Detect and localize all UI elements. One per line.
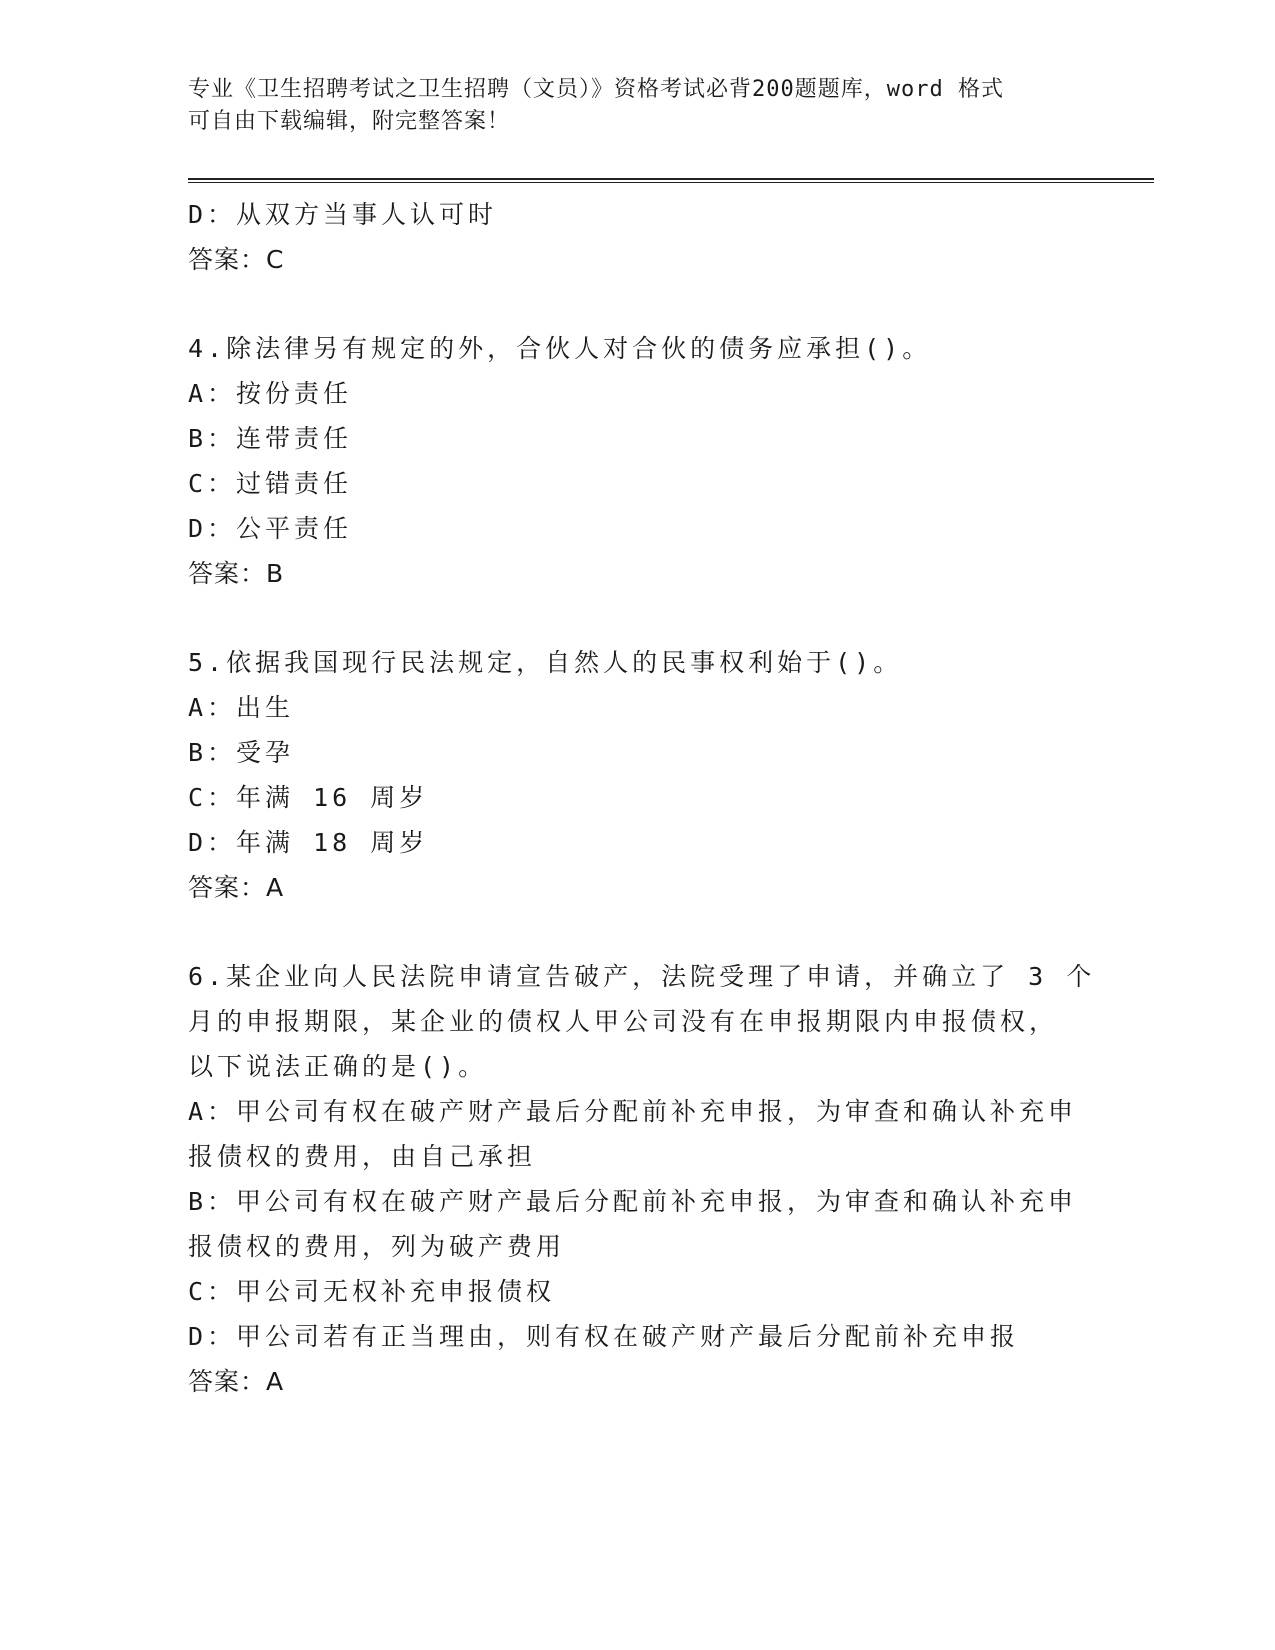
option-a: A：出生: [188, 693, 295, 722]
option-b: B：受孕: [188, 738, 295, 767]
option-d: D：甲公司若有正当理由，则有权在破产财产最后分配前补充申报: [188, 1322, 1020, 1351]
option-d: D：从双方当事人认可时: [188, 200, 498, 229]
spacer: [188, 597, 1088, 640]
option-d: D：年满 18 周岁: [188, 828, 429, 857]
option-c: C：年满 16 周岁: [188, 783, 429, 812]
header-divider: [188, 178, 1154, 183]
question-stem-line-2: 月的申报期限，某企业的债权人甲公司没有在申报期限内申报债权，: [188, 1007, 1059, 1036]
option-a: A：按份责任: [188, 379, 353, 408]
question-stem-line-3: 以下说法正确的是()。: [188, 1052, 488, 1081]
spacer: [188, 911, 1088, 954]
answer-line: 答案：B: [188, 559, 285, 588]
question-4: [188, 326, 1088, 597]
page-header: [188, 74, 1088, 138]
option-b-line-2: 报债权的费用，列为破产费用: [188, 1232, 566, 1261]
question-stem: 5.依据我国现行民法规定，自然人的民事权利始于()。: [188, 648, 903, 677]
option-b: B：连带责任: [188, 424, 353, 453]
option-d: D：公平责任: [188, 514, 353, 543]
header-line-2: 可自由下载编辑，附完整答案！: [188, 109, 511, 134]
option-c: C：甲公司无权补充申报债权: [188, 1277, 556, 1306]
answer-line: 答案：A: [188, 873, 285, 902]
question-3-tail: [188, 192, 1088, 283]
header-line-1: 专业《卫生招聘考试之卫生招聘（文员）》资格考试必背200题题库，word 格式: [188, 77, 1004, 102]
option-c: C：过错责任: [188, 469, 353, 498]
spacer: [188, 283, 1088, 326]
option-b-line-1: B：甲公司有权在破产财产最后分配前补充申报，为审查和确认补充申: [188, 1187, 1078, 1216]
answer-line: 答案：C: [188, 245, 285, 274]
answer-line: 答案：A: [188, 1367, 285, 1396]
question-stem-line-1: 6.某企业向人民法院申请宣告破产，法院受理了申请，并确立了 3 个: [188, 962, 1096, 991]
question-list: [188, 192, 1096, 1405]
question-5: [188, 640, 1088, 911]
option-a-line-1: A：甲公司有权在破产财产最后分配前补充申报，为审查和确认补充申: [188, 1097, 1078, 1126]
question-6: [188, 954, 1096, 1405]
question-stem: 4.除法律另有规定的外，合伙人对合伙的债务应承担()。: [188, 334, 932, 363]
option-a-line-2: 报债权的费用，由自己承担: [188, 1142, 537, 1171]
